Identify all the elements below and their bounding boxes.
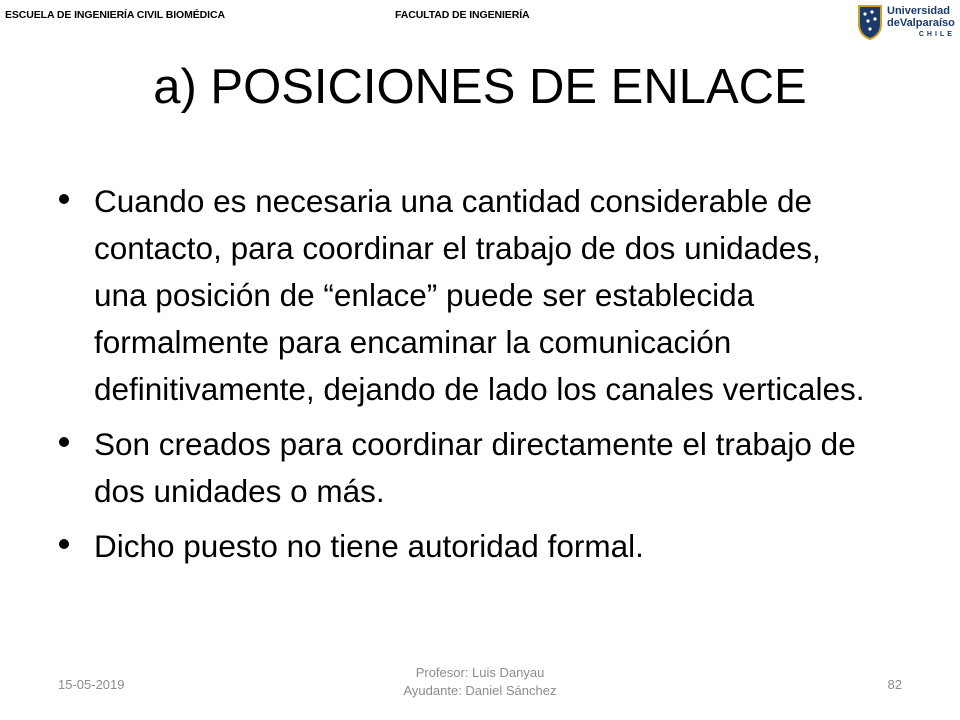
logo-text-country: CHILE [918,31,955,38]
bullet-item [58,178,878,413]
bullet-list [58,178,878,578]
school-name: ESCUELA DE INGENIERÍA CIVIL BIOMÉDICA [5,9,225,21]
university-crest-icon [857,4,883,40]
bullet-item [58,421,878,515]
bullet-icon [59,194,69,204]
faculty-name: FACULTAD DE INGENIERÍA [395,9,530,21]
university-logo [857,2,957,42]
logo-text-university: Universidad [887,5,950,17]
bullet-icon [59,437,69,447]
footer-assistant: Ayudante: Daniel Sánchez [403,682,557,698]
bullet-text: Son creados para coordinar directamente el trabajo de dos unidades o más. [94,426,856,509]
bullet-text: Dicho puesto no tiene autoridad formal. [94,528,644,564]
logo-text-valparaiso: deValparaíso [887,17,955,29]
slide-title: a) POSICIONES DE ENLACE [153,60,807,114]
footer-credits [0,664,960,699]
footer-date: 15-05-2019 [58,677,125,692]
bullet-text: Cuando es necesaria una cantidad considerable de contacto, para coordinar el trabajo de dos unidades, una posición de “enlace” puede ser establecida formalmente para encaminar la comunicación definitivamente, dejando de lado los canales verticales. [94,183,865,407]
footer-professor: Profesor: Luis Danyau [415,665,545,680]
bullet-icon [59,539,69,549]
bullet-item [58,523,878,570]
page-number: 82 [887,677,902,692]
